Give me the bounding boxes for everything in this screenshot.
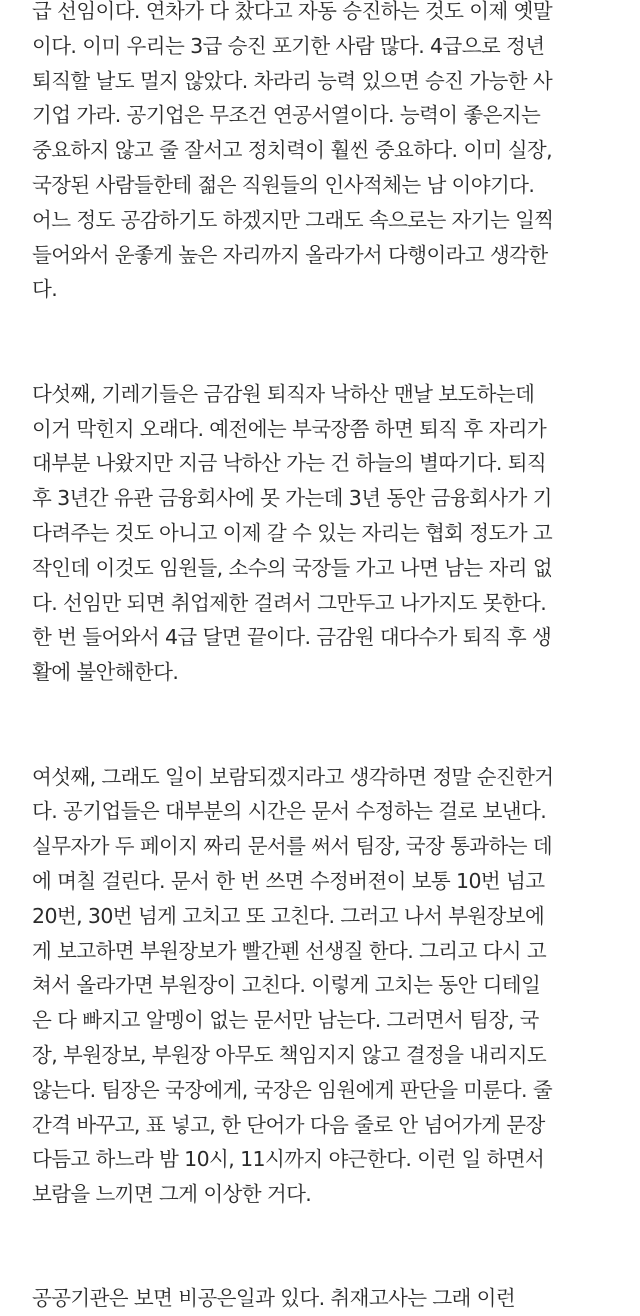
text-line: 쳐서 올라가면 부원장이 고친다. 이렇게 고치는 동안 디테일 bbox=[32, 973, 541, 998]
text-line: 않는다. 팀장은 국장에게, 국장은 임원에게 판단을 미룬다. 줄 bbox=[32, 1077, 553, 1102]
text-line: 공공기관은 보면 비공은일과 있다. 취재고사는 그래 이런 bbox=[32, 1286, 516, 1311]
text-line: 20번, 30번 넘게 고치고 또 고친다. 그러고 나서 부원장보에 bbox=[32, 903, 545, 928]
text-line: 장, 부원장보, 부원장 아무도 책임지지 않고 결정을 내리지도 bbox=[32, 1042, 547, 1067]
text-line: 다. 공기업들은 대부분의 시간은 문서 수정하는 걸로 보낸다. bbox=[32, 799, 547, 824]
text-line: 다려주는 것도 아니고 이제 갈 수 있는 자리는 협회 정도가 고 bbox=[32, 520, 553, 545]
text-line: 기업 가라. 공기업은 무조건 연공서열이다. 능력이 좋은지는 bbox=[32, 103, 541, 128]
text-line: 국장된 사람들한테 젊은 직원들의 인사적체는 남 이야기다. bbox=[32, 172, 535, 197]
paragraph-1 bbox=[32, 0, 608, 307]
text-line: 다섯째, 기레기들은 금감원 퇴직자 낙하산 맨날 보도하는데 bbox=[32, 381, 535, 406]
text-line: 보람을 느끼면 그게 이상한 거다. bbox=[32, 1182, 312, 1207]
text-line: 중요하지 않고 줄 잘서고 정치력이 훨씬 중요하다. 이미 실장, bbox=[32, 138, 553, 163]
text-line: 다. 선임만 되면 취업제한 걸려서 그만두고 나가지도 못한다. bbox=[32, 590, 547, 615]
text-line: 이거 막힌지 오래다. 예전에는 부국장쯤 하면 퇴직 후 자리가 bbox=[32, 416, 547, 441]
text-line: 간격 바꾸고, 표 넣고, 한 단어가 다음 줄로 안 넘어가게 문장 bbox=[32, 1112, 545, 1137]
text-line: 대부분 나왔지만 지금 낙하산 가는 건 하늘의 별따기다. 퇴직 bbox=[32, 451, 547, 476]
text-line: 활에 불안해한다. bbox=[32, 660, 179, 685]
text-line: 실무자가 두 페이지 짜리 문서를 써서 팀장, 국장 통과하는 데 bbox=[32, 834, 553, 859]
text-line: 어느 정도 공감하기도 하겠지만 그래도 속으로는 자기는 일찍 bbox=[32, 207, 554, 232]
text-line: 다. bbox=[32, 277, 58, 302]
paragraph-gap bbox=[32, 307, 608, 377]
text-line: 후 3년간 유관 금융회사에 못 가는데 3년 동안 금융회사가 기 bbox=[32, 486, 552, 511]
paragraph-2 bbox=[32, 377, 608, 690]
paragraph-gap bbox=[32, 690, 608, 760]
text-line: 작인데 이것도 임원들, 소수의 국장들 가고 나면 남는 자리 없 bbox=[32, 555, 553, 580]
text-line: 에 며칠 걸린다. 문서 한 번 쓰면 수정버젼이 보통 10번 넘고 bbox=[32, 868, 545, 893]
paragraph-4-partial bbox=[32, 1281, 608, 1316]
text-line: 한 번 들어와서 4급 달면 끝이다. 금감원 대다수가 퇴직 후 생 bbox=[32, 625, 552, 650]
text-line: 퇴직할 날도 멀지 않았다. 차라리 능력 있으면 승진 가능한 사 bbox=[32, 68, 553, 93]
text-line: 게 보고하면 부원장보가 빨간펜 선생질 한다. 그리고 다시 고 bbox=[32, 938, 547, 963]
text-line: 여섯째, 그래도 일이 보람되겠지라고 생각하면 정말 순진한거 bbox=[32, 764, 554, 789]
text-line: 급 선임이다. 연차가 다 찼다고 자동 승진하는 것도 이제 옛말 bbox=[32, 0, 553, 23]
text-line: 들어와서 운좋게 높은 자리까지 올라가서 다행이라고 생각한 bbox=[32, 242, 548, 267]
paragraph-gap bbox=[32, 1212, 608, 1282]
text-line: 다듬고 하느라 밤 10시, 11시까지 야근한다. 이런 일 하면서 bbox=[32, 1147, 545, 1172]
paragraph-3 bbox=[32, 760, 608, 1212]
text-line: 이다. 이미 우리는 3급 승진 포기한 사람 많다. 4급으로 정년 bbox=[32, 33, 545, 58]
text-line: 은 다 빠지고 알멩이 없는 문서만 남는다. 그러면서 팀장, 국 bbox=[32, 1008, 539, 1033]
